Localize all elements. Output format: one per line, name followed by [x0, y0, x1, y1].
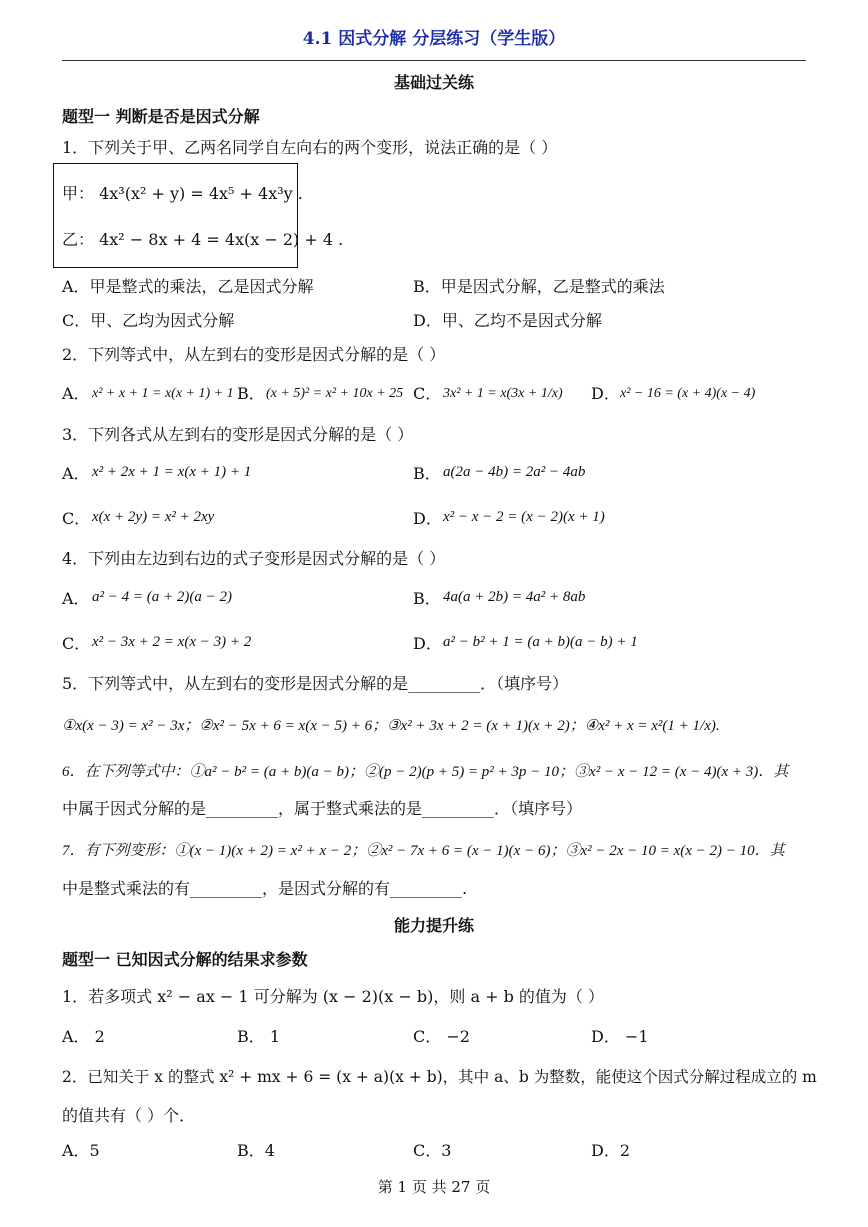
question-4-stem: 4．下列由左边到右边的式子变形是因式分解的是（ ）: [62, 549, 446, 568]
page-footer: 第 1 页 共 27 页: [377, 1178, 491, 1196]
q4-option-b-label: B．: [413, 589, 441, 608]
q1-statement-jia: 甲： 4x³(x² + y) = 4x⁵ + 4x³y .: [62, 184, 303, 203]
question-7-line2: 中是整式乘法的有_________，是因式分解的有_________.: [62, 879, 468, 898]
q1-option-c: C．甲、乙均为因式分解: [62, 311, 235, 330]
q1-option-b: B．甲是因式分解，乙是整式的乘法: [413, 277, 665, 296]
q2-option-b: (x + 5)² = x² + 10x + 25: [266, 386, 404, 401]
q5-items: ①x(x − 3) = x² − 3x；②x² − 5x + 6 = x(x − 5) + 6；③x² + 3x + 2 = (x + 1)(x + 2)；④x² + x = x²(1 + 1/x).: [62, 718, 720, 734]
p2-option-a: A．5: [62, 1141, 100, 1160]
p2-line2: 的值共有（ ）个．: [62, 1106, 196, 1125]
q2-option-d-label: D．: [591, 384, 620, 403]
section-title-basic: 基础过关练: [393, 73, 474, 92]
q4-option-c-label: C．: [62, 634, 91, 653]
q4-option-d: a² − b² + 1 = (a + b)(a − b) + 1: [443, 634, 638, 650]
p1-option-b: B． 1: [237, 1027, 281, 1046]
p1-option-c: C． −2: [413, 1027, 470, 1046]
q1-option-a: A．甲是整式的乘法，乙是因式分解: [62, 277, 314, 296]
question-3-stem: 3．下列各式从左到右的变形是因式分解的是（ ）: [62, 425, 414, 444]
q2-option-a-label: A．: [62, 384, 90, 403]
page-header-title: 4.1 因式分解 分层练习（学生版）: [302, 29, 566, 49]
q3-option-b-label: B．: [413, 464, 441, 483]
q4-option-a: a² − 4 = (a + 2)(a − 2): [92, 589, 232, 605]
p2-option-b: B．4: [237, 1141, 275, 1160]
q2-option-c: 3x² + 1 = x(3x + 1/x): [443, 386, 563, 401]
p1-option-d: D． −1: [591, 1027, 649, 1046]
q1-statement-yi: 乙： 4x² − 8x + 4 = 4x(x − 2) + 4 .: [62, 230, 344, 249]
p2-option-d: D．2: [591, 1141, 631, 1160]
q3-option-d: x² − x − 2 = (x − 2)(x + 1): [443, 509, 605, 525]
question-6-line1: 6．在下列等式中：①a² − b² = (a + b)(a − b)；②(p − 2)(p + 5) = p² + 3p − 10；③x² − x − 12 = (x − 4)(x + 3)．其: [62, 764, 789, 780]
question-7-line1: 7．有下列变形：①(x − 1)(x + 2) = x² + x − 2；②x² − 7x + 6 = (x − 1)(x − 6)；③x² − 2x − 10 = x(x − 2) − 10．其: [62, 843, 785, 859]
question-1-stem: 1．下列关于甲、乙两名同学自左向右的两个变形，说法正确的是（ ）: [62, 138, 558, 157]
q3-option-d-label: D．: [413, 509, 442, 528]
q1-option-d: D．甲、乙均不是因式分解: [413, 311, 602, 330]
q2-option-c-label: C．: [413, 384, 442, 403]
q4-option-c: x² − 3x + 2 = x(x − 3) + 2: [92, 634, 252, 650]
section-title-advanced: 能力提升练: [393, 916, 474, 935]
p1-option-a: A． 2: [62, 1027, 105, 1046]
question-5-stem: 5．下列等式中，从左到右的变形是因式分解的是_________．（填序号）: [62, 674, 569, 693]
q3-option-a-label: A．: [62, 464, 90, 483]
q4-option-a-label: A．: [62, 589, 90, 608]
question-type-heading: 题型一 判断是否是因式分解: [62, 107, 260, 126]
q4-option-b: 4a(a + 2b) = 4a² + 8ab: [443, 589, 586, 605]
q3-option-c-label: C．: [62, 509, 91, 528]
question-6-line2: 中属于因式分解的是_________，属于整式乘法的是_________．（填序号）: [62, 799, 583, 818]
q4-option-d-label: D．: [413, 634, 442, 653]
q2-option-b-label: B．: [237, 384, 265, 403]
q3-option-c: x(x + 2y) = x² + 2xy: [92, 509, 215, 525]
question-2-stem: 2．下列等式中，从左到右的变形是因式分解的是（ ）: [62, 345, 446, 364]
q2-option-a: x² + x + 1 = x(x + 1) + 1: [92, 386, 234, 401]
p2-line1: 2．已知关于 x 的整式 x² + mx + 6 = (x + a)(x + b)，其中 a、b 为整数，能使这个因式分解过程成立的 m: [62, 1068, 817, 1086]
p2-option-c: C．3: [413, 1141, 452, 1160]
p1-stem: 1．若多项式 x² − ax − 1 可分解为 (x − 2)(x − b)，则 a + b 的值为（ ）: [62, 987, 604, 1006]
header-rule: [62, 60, 806, 61]
q2-option-d: x² − 16 = (x + 4)(x − 4): [620, 386, 756, 401]
q1-statement-box: [53, 163, 298, 268]
q3-option-b: a(2a − 4b) = 2a² − 4ab: [443, 464, 586, 480]
q3-option-a: x² + 2x + 1 = x(x + 1) + 1: [92, 464, 252, 480]
question-type-heading-2: 题型一 已知因式分解的结果求参数: [62, 950, 308, 969]
